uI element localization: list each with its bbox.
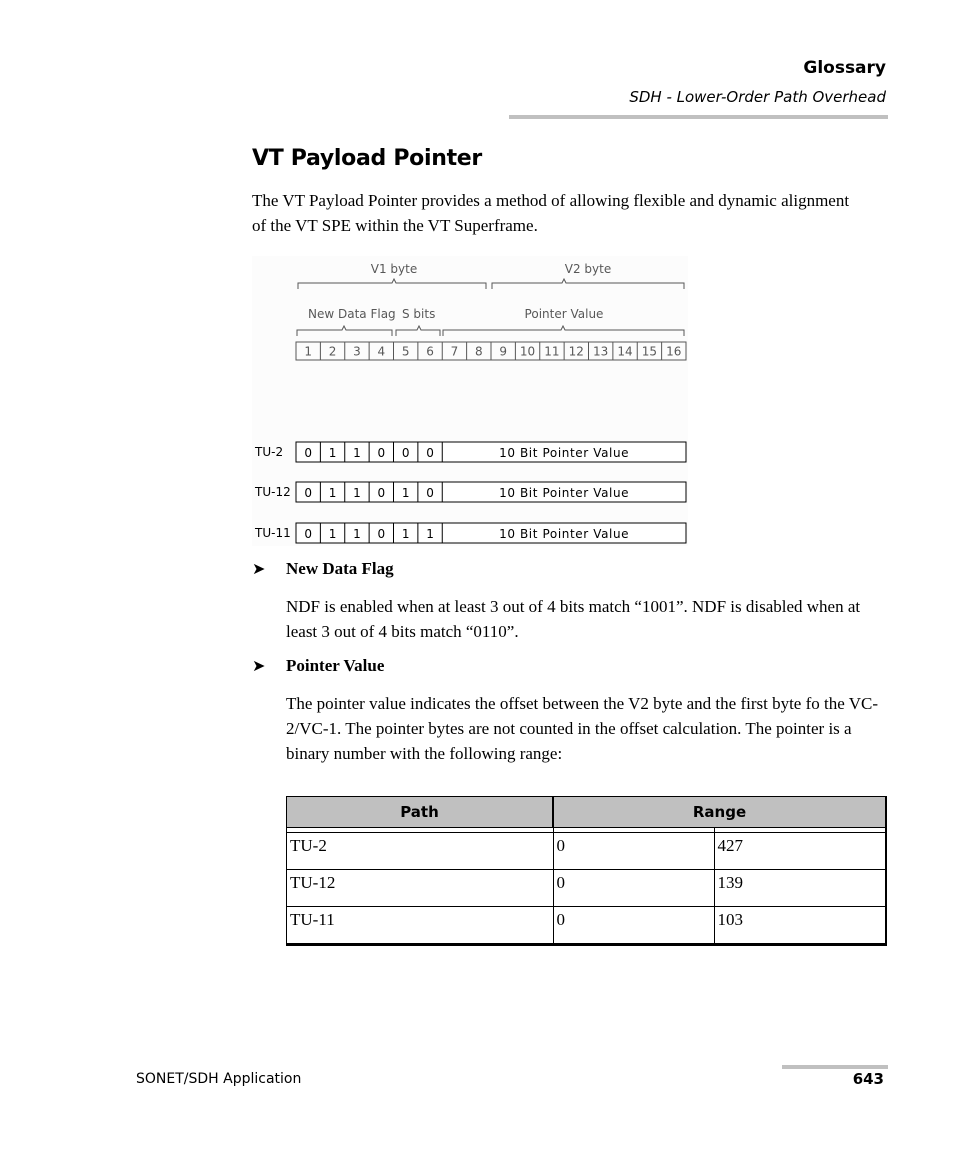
row-label: TU-12 bbox=[255, 485, 291, 499]
header-title: Glossary bbox=[803, 58, 886, 78]
pointer-bit: 0 bbox=[304, 527, 313, 541]
bullet-arrow-icon: ➤ bbox=[252, 561, 266, 578]
table-cell: TU-12 bbox=[287, 870, 554, 907]
col-header-path: Path bbox=[287, 797, 554, 828]
row-label: TU-2 bbox=[255, 445, 284, 459]
ndf-label: New Data Flag bbox=[308, 307, 396, 321]
pointer-value-text: 10 Bit Pointer Value bbox=[499, 486, 630, 500]
pointer-bit: 1 bbox=[353, 527, 361, 541]
pointer-bit: 0 bbox=[426, 486, 434, 500]
pointer-value-text: 10 Bit Pointer Value bbox=[499, 527, 630, 541]
bit-number: 8 bbox=[474, 344, 483, 359]
pointer-range-table bbox=[286, 796, 887, 946]
bit-number: 1 bbox=[304, 344, 313, 359]
bit-number: 11 bbox=[544, 344, 560, 359]
header-rule bbox=[509, 115, 888, 119]
table-row bbox=[287, 870, 887, 907]
bullet-new-data-flag bbox=[252, 559, 394, 579]
bit-number: 6 bbox=[426, 344, 434, 359]
pointer-bit: 1 bbox=[328, 486, 337, 500]
bit-number: 9 bbox=[499, 344, 508, 359]
bit-number: 5 bbox=[401, 344, 410, 359]
pointer-value-text: 10 Bit Pointer Value bbox=[499, 446, 630, 460]
pointer-rows bbox=[254, 442, 686, 543]
bit-number: 2 bbox=[328, 344, 337, 359]
table-cell: TU-11 bbox=[287, 907, 554, 945]
table-row bbox=[287, 833, 887, 870]
ndf-paragraph: NDF is enabled when at least 3 out of 4 bits match “1001”. NDF is disabled when at least 3 out of 4 bits match “0110”. bbox=[286, 597, 861, 641]
v2-byte-label: V2 byte bbox=[564, 262, 612, 276]
bit-number: 16 bbox=[666, 344, 682, 359]
footer-document-title: SONET/SDH Application bbox=[136, 1071, 302, 1087]
row-label: TU-11 bbox=[255, 526, 291, 540]
pointer-bit: 1 bbox=[353, 486, 361, 500]
pointer-bit: 0 bbox=[377, 527, 386, 541]
col-header-range: Range bbox=[553, 797, 886, 828]
sbits-label: S bits bbox=[402, 307, 436, 321]
table-cell: TU-2 bbox=[287, 833, 554, 870]
pointer-bit: 1 bbox=[401, 486, 410, 500]
bullet-label: New Data Flag bbox=[286, 559, 394, 578]
pointer-bit: 0 bbox=[401, 446, 410, 460]
bit-number: 7 bbox=[450, 344, 459, 359]
table-cell: 139 bbox=[714, 870, 886, 907]
table-row bbox=[287, 907, 887, 945]
pointer-value-label: Pointer Value bbox=[524, 307, 604, 321]
pointer-bit: 1 bbox=[328, 527, 337, 541]
vt-pointer-diagram bbox=[252, 256, 692, 546]
header-subtitle: SDH - Lower-Order Path Overhead bbox=[629, 88, 886, 106]
v1-byte-label: V1 byte bbox=[370, 262, 418, 276]
bit-number: 10 bbox=[519, 344, 536, 359]
pointer-bit: 1 bbox=[426, 527, 434, 541]
pointer-bit: 1 bbox=[353, 446, 361, 460]
bit-number: 14 bbox=[617, 344, 633, 359]
bit-number: 3 bbox=[353, 344, 361, 359]
pointer-bit: 0 bbox=[377, 446, 386, 460]
bit-number: 12 bbox=[568, 344, 584, 359]
pointer-bit: 1 bbox=[401, 527, 410, 541]
table-cell: 103 bbox=[714, 907, 886, 945]
table-header-row bbox=[287, 797, 887, 828]
bullet-label: Pointer Value bbox=[286, 656, 385, 675]
table-cell: 427 bbox=[714, 833, 886, 870]
bit-number: 4 bbox=[377, 344, 386, 359]
pointer-bit: 0 bbox=[304, 446, 313, 460]
pointer-bit: 1 bbox=[328, 446, 337, 460]
section-title: VT Payload Pointer bbox=[252, 146, 482, 171]
page-number: 643 bbox=[852, 1070, 884, 1088]
bit-number: 13 bbox=[593, 344, 609, 359]
table-cell: 0 bbox=[553, 870, 714, 907]
pointer-bit: 0 bbox=[377, 486, 386, 500]
intro-paragraph: The VT Payload Pointer provides a method of allowing flexible and dynamic alignment of the VT SPE within the VT Superframe. bbox=[252, 191, 850, 235]
bullet-pointer-value bbox=[252, 656, 384, 676]
bit-number: 15 bbox=[641, 344, 658, 359]
table-cell: 0 bbox=[553, 833, 714, 870]
pointer-value-paragraph: The pointer value indicates the offset between the V2 byte and the first byte fo the VC-2/VC-1. The pointer bytes are not counted in the offset calculation. The pointer is a binary number with the following range: bbox=[286, 694, 878, 763]
footer-rule bbox=[782, 1065, 888, 1069]
table-cell: 0 bbox=[553, 907, 714, 945]
bullet-arrow-icon: ➤ bbox=[252, 658, 266, 675]
pointer-bit: 0 bbox=[304, 486, 313, 500]
pointer-bit: 0 bbox=[426, 446, 434, 460]
